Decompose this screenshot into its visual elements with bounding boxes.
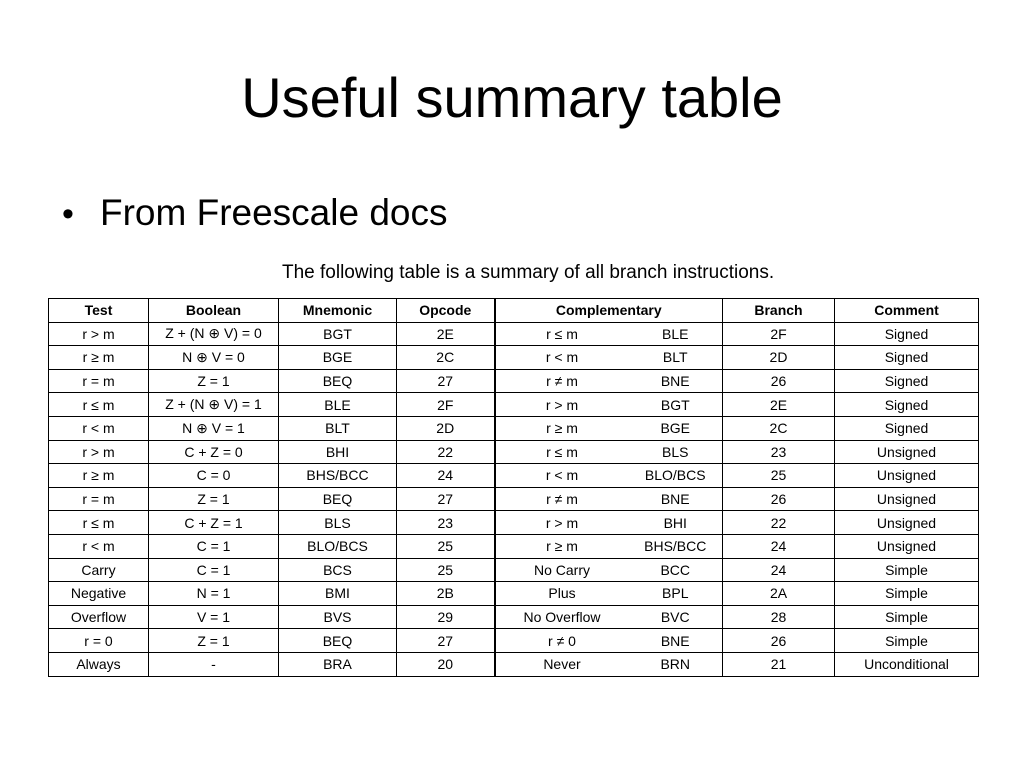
cell-comment: Signed [835, 369, 979, 393]
cell-branch-opcode: 24 [723, 558, 835, 582]
slide-title: Useful summary table [241, 66, 783, 129]
table-row [49, 605, 979, 629]
cell-mnemonic: BLE [279, 393, 397, 417]
bullet-icon: • [62, 195, 74, 233]
table-caption: The following table is a summary of all branch instructions. [282, 262, 775, 283]
cell-test: r ≤ m [49, 511, 149, 535]
branch-summary-table [48, 298, 979, 677]
cell-mnemonic: BGE [279, 346, 397, 370]
cell-opcode: 27 [397, 369, 495, 393]
cell-test: Always [49, 652, 149, 676]
cell-mnemonic: BLT [279, 416, 397, 440]
table-row [49, 629, 979, 653]
cell-opcode: 2E [397, 322, 495, 346]
cell-test: Overflow [49, 605, 149, 629]
cell-comment: Signed [835, 322, 979, 346]
cell-opcode: 25 [397, 558, 495, 582]
cell-test: Carry [49, 558, 149, 582]
cell-complementary-test: r ≤ m [495, 440, 629, 464]
cell-comment: Unsigned [835, 487, 979, 511]
cell-boolean: N = 1 [149, 582, 279, 606]
cell-test: r > m [49, 322, 149, 346]
cell-mnemonic: BCS [279, 558, 397, 582]
cell-complementary-mnemonic: BLO/BCS [629, 464, 723, 488]
cell-mnemonic: BVS [279, 605, 397, 629]
cell-complementary-test: r > m [495, 393, 629, 417]
cell-complementary-test: r ≠ 0 [495, 629, 629, 653]
cell-complementary-mnemonic: BNE [629, 487, 723, 511]
table-row [49, 464, 979, 488]
cell-test: r < m [49, 534, 149, 558]
cell-branch-opcode: 26 [723, 369, 835, 393]
cell-mnemonic: BGT [279, 322, 397, 346]
cell-opcode: 20 [397, 652, 495, 676]
cell-opcode: 2F [397, 393, 495, 417]
cell-complementary-mnemonic: BLT [629, 346, 723, 370]
cell-comment: Unsigned [835, 440, 979, 464]
cell-complementary-mnemonic: BLS [629, 440, 723, 464]
cell-complementary-mnemonic: BHS/BCC [629, 534, 723, 558]
cell-boolean: - [149, 652, 279, 676]
cell-test: r ≤ m [49, 393, 149, 417]
cell-boolean: N ⊕ V = 0 [149, 346, 279, 370]
header-test: Test [49, 299, 149, 323]
cell-comment: Simple [835, 558, 979, 582]
cell-opcode: 2D [397, 416, 495, 440]
bullet-item [62, 188, 448, 239]
cell-complementary-test: No Overflow [495, 605, 629, 629]
cell-mnemonic: BRA [279, 652, 397, 676]
cell-branch-opcode: 23 [723, 440, 835, 464]
table-row [49, 652, 979, 676]
cell-boolean: Z = 1 [149, 629, 279, 653]
cell-branch-opcode: 2E [723, 393, 835, 417]
cell-opcode: 22 [397, 440, 495, 464]
cell-comment: Unconditional [835, 652, 979, 676]
header-comment: Comment [835, 299, 979, 323]
cell-boolean: N ⊕ V = 1 [149, 416, 279, 440]
header-mnemonic: Mnemonic [279, 299, 397, 323]
cell-opcode: 25 [397, 534, 495, 558]
cell-complementary-test: r ≥ m [495, 416, 629, 440]
table-row [49, 487, 979, 511]
cell-mnemonic: BEQ [279, 629, 397, 653]
cell-complementary-test: r ≤ m [495, 322, 629, 346]
cell-mnemonic: BLO/BCS [279, 534, 397, 558]
table-row [49, 440, 979, 464]
cell-test: r ≥ m [49, 346, 149, 370]
cell-comment: Simple [835, 605, 979, 629]
cell-boolean: Z = 1 [149, 369, 279, 393]
cell-branch-opcode: 21 [723, 652, 835, 676]
cell-complementary-mnemonic: BHI [629, 511, 723, 535]
cell-branch-opcode: 2F [723, 322, 835, 346]
cell-mnemonic: BHS/BCC [279, 464, 397, 488]
cell-opcode: 27 [397, 629, 495, 653]
cell-branch-opcode: 28 [723, 605, 835, 629]
table-row [49, 534, 979, 558]
cell-comment: Simple [835, 629, 979, 653]
table-row [49, 369, 979, 393]
cell-complementary-mnemonic: BPL [629, 582, 723, 606]
cell-complementary-test: r ≠ m [495, 369, 629, 393]
cell-opcode: 23 [397, 511, 495, 535]
cell-comment: Signed [835, 393, 979, 417]
cell-test: r ≥ m [49, 464, 149, 488]
cell-boolean: Z = 1 [149, 487, 279, 511]
cell-boolean: V = 1 [149, 605, 279, 629]
cell-complementary-test: r < m [495, 464, 629, 488]
cell-comment: Unsigned [835, 511, 979, 535]
cell-branch-opcode: 26 [723, 629, 835, 653]
cell-mnemonic: BEQ [279, 369, 397, 393]
cell-test: r > m [49, 440, 149, 464]
cell-mnemonic: BLS [279, 511, 397, 535]
table-row [49, 393, 979, 417]
cell-opcode: 2B [397, 582, 495, 606]
cell-mnemonic: BEQ [279, 487, 397, 511]
cell-comment: Unsigned [835, 534, 979, 558]
table-header-row [49, 299, 979, 323]
cell-branch-opcode: 24 [723, 534, 835, 558]
cell-boolean: C + Z = 1 [149, 511, 279, 535]
cell-boolean: C = 1 [149, 558, 279, 582]
cell-complementary-mnemonic: BNE [629, 629, 723, 653]
cell-boolean: C = 0 [149, 464, 279, 488]
cell-complementary-test: r > m [495, 511, 629, 535]
cell-complementary-mnemonic: BGT [629, 393, 723, 417]
table-row [49, 582, 979, 606]
cell-complementary-test: No Carry [495, 558, 629, 582]
cell-mnemonic: BHI [279, 440, 397, 464]
table-row [49, 322, 979, 346]
bullet-text: From Freescale docs [100, 192, 448, 233]
cell-boolean: Z + (N ⊕ V) = 0 [149, 322, 279, 346]
cell-opcode: 27 [397, 487, 495, 511]
cell-mnemonic: BMI [279, 582, 397, 606]
cell-complementary-mnemonic: BVC [629, 605, 723, 629]
cell-comment: Unsigned [835, 464, 979, 488]
cell-complementary-test: Plus [495, 582, 629, 606]
cell-complementary-mnemonic: BLE [629, 322, 723, 346]
cell-test: r < m [49, 416, 149, 440]
cell-complementary-test: r ≠ m [495, 487, 629, 511]
cell-complementary-test: Never [495, 652, 629, 676]
cell-test: r = m [49, 487, 149, 511]
table-row [49, 416, 979, 440]
cell-complementary-test: r < m [495, 346, 629, 370]
cell-complementary-mnemonic: BGE [629, 416, 723, 440]
cell-test: Negative [49, 582, 149, 606]
cell-boolean: Z + (N ⊕ V) = 1 [149, 393, 279, 417]
cell-branch-opcode: 26 [723, 487, 835, 511]
cell-complementary-mnemonic: BRN [629, 652, 723, 676]
table-row [49, 558, 979, 582]
header-branch: Branch [723, 299, 835, 323]
cell-complementary-test: r ≥ m [495, 534, 629, 558]
cell-branch-opcode: 2A [723, 582, 835, 606]
cell-branch-opcode: 2D [723, 346, 835, 370]
cell-opcode: 24 [397, 464, 495, 488]
cell-opcode: 29 [397, 605, 495, 629]
cell-test: r = m [49, 369, 149, 393]
header-complementary: Complementary [495, 299, 723, 323]
cell-complementary-mnemonic: BCC [629, 558, 723, 582]
cell-opcode: 2C [397, 346, 495, 370]
cell-branch-opcode: 25 [723, 464, 835, 488]
cell-complementary-mnemonic: BNE [629, 369, 723, 393]
cell-comment: Simple [835, 582, 979, 606]
cell-boolean: C + Z = 0 [149, 440, 279, 464]
header-opcode: Opcode [397, 299, 495, 323]
cell-branch-opcode: 22 [723, 511, 835, 535]
cell-branch-opcode: 2C [723, 416, 835, 440]
cell-boolean: C = 1 [149, 534, 279, 558]
cell-test: r = 0 [49, 629, 149, 653]
header-boolean: Boolean [149, 299, 279, 323]
cell-comment: Signed [835, 346, 979, 370]
table-row [49, 346, 979, 370]
cell-comment: Signed [835, 416, 979, 440]
table-row [49, 511, 979, 535]
